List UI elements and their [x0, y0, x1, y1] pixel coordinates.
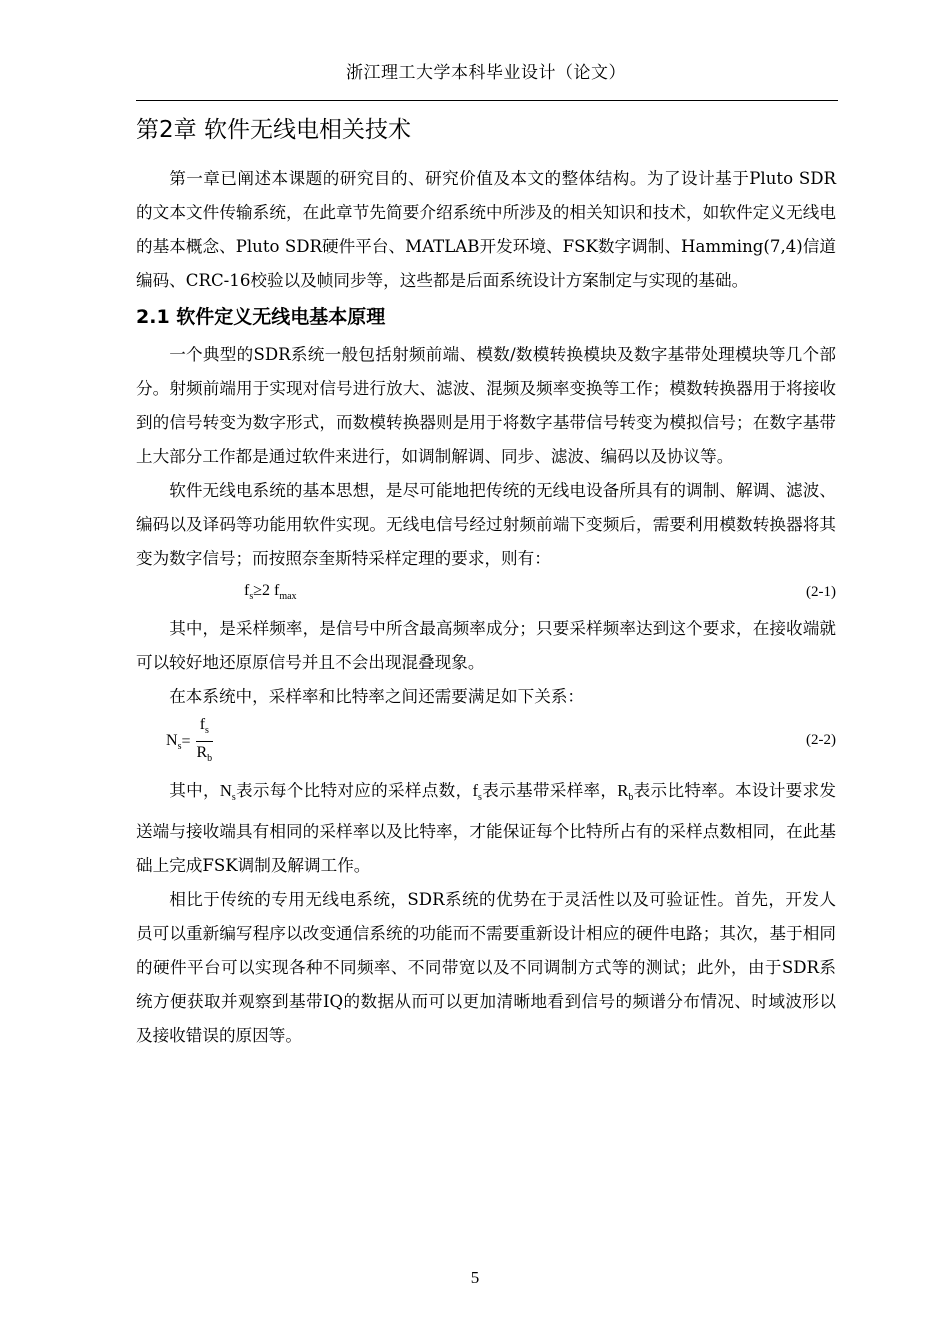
header-divider: [136, 100, 838, 101]
equation-2-2-number: (2-2): [806, 732, 836, 748]
page-number: 5: [470, 1268, 480, 1287]
equation-2-1: [136, 576, 836, 612]
section-title: 2.1 软件定义无线电基本原理: [136, 306, 386, 328]
section-paragraph-1: 一个典型的SDR系统一般包括射频前端、模数/数模转换模块及数字基带处理模块等几个部分。射频前端用于实现对信号进行放大、滤波、混频及频率变换等工作；模数转换器用于将接收到的信号转变为数字形式，而数模转换器则是用于将数字基带信号转变为模拟信号；在数字基带上大部分工作都是通过软件来进行，如调制解调、同步、滤波、编码以及协议等。: [136, 345, 836, 466]
chapter-title: 第2章 软件无线电相关技术: [136, 117, 411, 143]
chapter-intro-paragraph: 第一章已阐述本课题的研究目的、研究价值及本文的整体结构。为了设计基于Pluto SDR的文本文件传输系统，在此章节先简要介绍系统中所涉及的相关知识和技术，如软件定义无线电的基本概念、Pluto SDR硬件平台、MATLAB开发环境、FSK数字调制、Hamming(7,4)信道编码、CRC-16校验以及帧同步等，这些都是后面系统设计方案制定与实现的基础。: [136, 169, 836, 290]
section-paragraph-6: 相比于传统的专用无线电系统，SDR系统的优势在于灵活性以及可验证性。首先，开发人员可以重新编写程序以改变通信系统的功能而不需要重新设计相应的硬件电路；其次，基于相同的硬件平台可以实现各种不同频率、不同带宽以及不同调制方式等的测试；此外，由于SDR系统方便获取并观察到基带IQ的数据从而可以更加清晰地看到信号的频谱分布情况、时域波形以及接收错误的原因等。: [136, 890, 836, 1045]
document-body: [136, 112, 836, 1053]
section-paragraph-4: 在本系统中，采样率和比特率之间还需要满足如下关系：: [169, 687, 585, 706]
section-paragraph-3: 其中，是采样频率，是信号中所含最高频率成分；只要采样频率达到这个要求，在接收端就可以较好地还原原信号并且不会出现混叠现象。: [136, 619, 836, 672]
equation-2-2-fraction: $\frac{f_s}{R_b}$: [196, 715, 213, 764]
page-header: 浙江理工大学本科毕业设计（论文）: [346, 63, 626, 83]
equation-2-1-number: (2-1): [806, 584, 836, 600]
equation-2-1-formula: $f_s\ge 2$ $f_{max}$: [244, 582, 297, 602]
equation-2-2-formula: $N_s$ = $\frac{f_s}{R_b}$: [166, 716, 216, 768]
section-paragraph-5: 其中，$N_s$表示每个比特对应的采样点数，$f_s$表示基带采样率，$R_b$表示比特率。本设计要求发送端与接收端具有相同的采样率以及比特率，才能保证每个比特所占有的采样点数相同，在此基础上完成FSK调制及解调工作。: [136, 781, 837, 875]
equation-2-2: [136, 714, 836, 774]
section-paragraph-2: 软件无线电系统的基本思想，是尽可能地把传统的无线电设备所具有的调制、解调、滤波、编码以及译码等功能用软件实现。无线电信号经过射频前端下变频后，需要利用模数转换器将其变为数字信号；而按照奈奎斯特采样定理的要求，则有：: [136, 481, 836, 568]
